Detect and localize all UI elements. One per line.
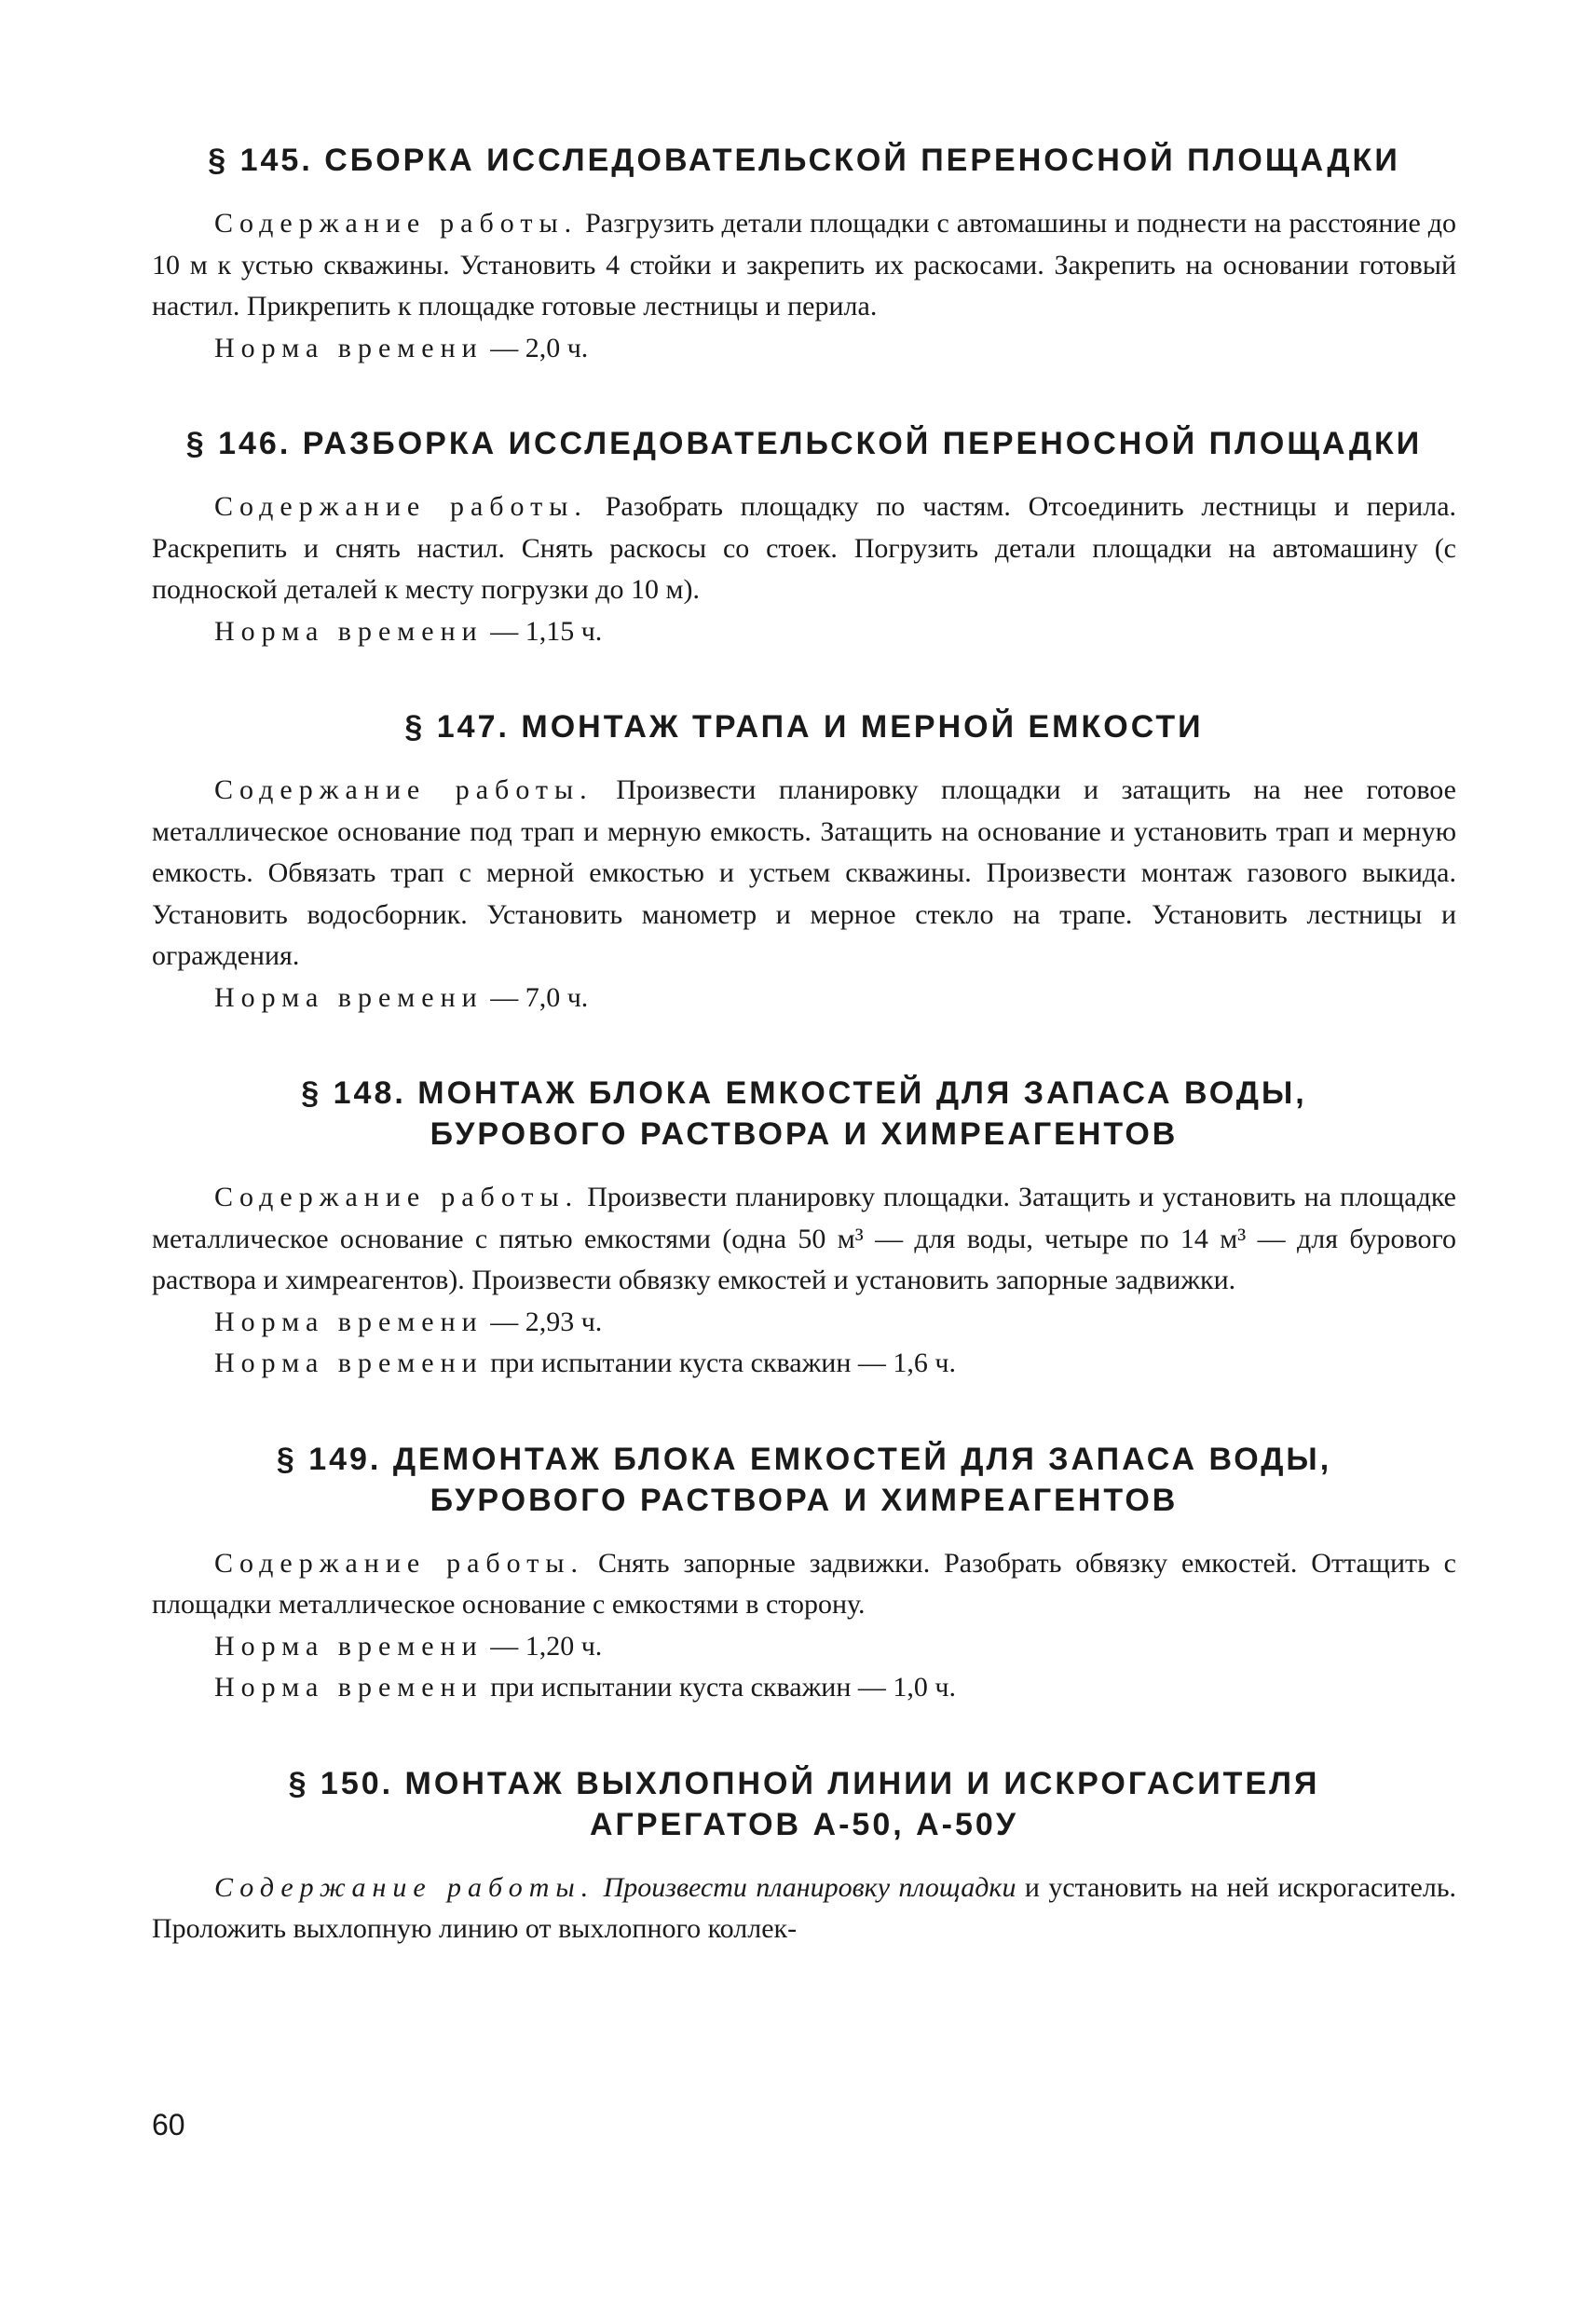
section-149 (152, 1439, 1456, 1709)
norm-value: — 2,93 ч. (490, 1306, 603, 1337)
norm-label: Норма времени (214, 1348, 484, 1378)
norm-label: Норма времени (214, 1672, 484, 1703)
time-norm (152, 1302, 1456, 1344)
section-content (152, 486, 1456, 611)
heading-line: § 149. ДЕМОНТАЖ БЛОКА ЕМКОСТЕЙ ДЛЯ ЗАПАСА ВОДЫ, (276, 1441, 1332, 1477)
content-text: Произвести планировку площадки. Затащить и установить на площадке металлическое основание с пятью емкостями (одна 50 м³ — для воды, четыре по 14 м³ — для бурового раствора и химреагентов). Произвести обвязку емкостей и установить запорные задвижки. (152, 1182, 1456, 1295)
content-label: Содержание работы. (214, 1182, 580, 1212)
time-norm (152, 1626, 1456, 1668)
time-norm (152, 1343, 1456, 1385)
content-text-rest: и установить на ней искрогаситель. Проложить выхлопную линию от выхлопного коллек- (152, 1871, 1457, 1944)
heading-line: § 148. МОНТАЖ БЛОКА ЕМКОСТЕЙ ДЛЯ ЗАПАСА ВОДЫ, (301, 1075, 1307, 1111)
heading-line: § 145. СБОРКА ИССЛЕДОВАТЕЛЬСКОЙ ПЕРЕНОСНОЙ ПЛОЩАДКИ (208, 143, 1400, 178)
section-heading (152, 1439, 1456, 1521)
time-norm (152, 978, 1456, 1019)
section-145 (152, 140, 1456, 369)
norm-value: — 1,20 ч. (490, 1630, 603, 1662)
content-label: Содержание работы. (214, 774, 593, 805)
norm-value: при испытании куста скважин — 1,6 ч. (490, 1348, 957, 1378)
heading-line: АГРЕГАТОВ А-50, А-50У (590, 1806, 1018, 1842)
content-text: Произвести планировку площадки и затащить на нее готовое металлическое основание под трап и мерную емкость. Затащить на основание и установить трап и мерную емкость. Обвязать трап с мерной емкостью и устьем скважины. Произвести монтаж газового выкида. Установить водосборник. Установить манометр и мерное стекло на трапе. Установить лестницы и ограждения. (152, 774, 1456, 971)
content-label: Содержание работы. (214, 1871, 595, 1903)
norm-label: Норма времени (214, 1630, 484, 1662)
heading-line: § 150. МОНТАЖ ВЫХЛОПНОЙ ЛИНИИ И ИСКРОГАСИТЕЛЯ (288, 1765, 1320, 1801)
content-text-italic: Произвести планировку площадки (603, 1871, 1016, 1903)
page-number: 60 (152, 2108, 185, 2141)
section-147 (152, 706, 1456, 1019)
norm-value: — 7,0 ч. (490, 981, 589, 1013)
content-text: Снять запорные задвижки. Разобрать обвязку емкостей. Оттащить с площадки металлическое основание с емкостями в сторону. (152, 1547, 1457, 1620)
norm-label: Норма времени (214, 1306, 484, 1337)
norm-label: Норма времени (214, 981, 484, 1013)
content-label: Содержание работы. (214, 1547, 585, 1579)
section-146 (152, 423, 1456, 652)
content-label: Содержание работы. (214, 208, 579, 239)
content-text: Разгрузить детали площадки с автомашины и поднести на расстояние до 10 м к устью скважины. Установить 4 стойки и закрепить их раскосами. Закрепить на основании готовый настил. Прикрепить к площадке готовые лестницы и перила. (152, 208, 1457, 321)
section-heading (152, 423, 1456, 464)
section-heading (152, 1073, 1456, 1155)
section-heading (152, 1763, 1456, 1845)
norm-value: при испытании куста скважин — 1,0 ч. (490, 1672, 957, 1703)
section-heading (152, 140, 1456, 181)
norm-label: Норма времени (214, 332, 484, 363)
content-label: Содержание работы. (214, 491, 588, 522)
section-148 (152, 1073, 1456, 1385)
heading-line: § 146. РАЗБОРКА ИССЛЕДОВАТЕЛЬСКОЙ ПЕРЕНОСНОЙ ПЛОЩАДКИ (185, 426, 1423, 461)
content-text: Разобрать площадку по частям. Отсоединить лестницы и перила. Раскрепить и снять настил. Снять раскосы со стоек. Погрузить детали площадки на автомашину (с подноской деталей к месту погрузки до 10 м). (152, 491, 1457, 605)
section-heading (152, 706, 1456, 747)
heading-line: БУРОВОГО РАСТВОРА И ХИМРЕАГЕНТОВ (430, 1482, 1179, 1518)
heading-line: § 147. МОНТАЖ ТРАПА И МЕРНОЙ ЕМКОСТИ (404, 709, 1204, 745)
section-content (152, 203, 1456, 328)
section-150 (152, 1763, 1456, 1950)
norm-value: — 2,0 ч. (490, 332, 589, 363)
norm-label: Норма времени (214, 615, 484, 647)
time-norm (152, 611, 1456, 653)
norm-value: — 1,15 ч. (490, 615, 603, 647)
heading-line: БУРОВОГО РАСТВОРА И ХИМРЕАГЕНТОВ (430, 1116, 1179, 1152)
section-content (152, 1867, 1456, 1950)
page-body (152, 140, 1456, 2004)
time-norm (152, 328, 1456, 370)
section-content (152, 1543, 1456, 1626)
time-norm (152, 1667, 1456, 1709)
section-content (152, 1177, 1456, 1302)
section-content (152, 770, 1456, 978)
